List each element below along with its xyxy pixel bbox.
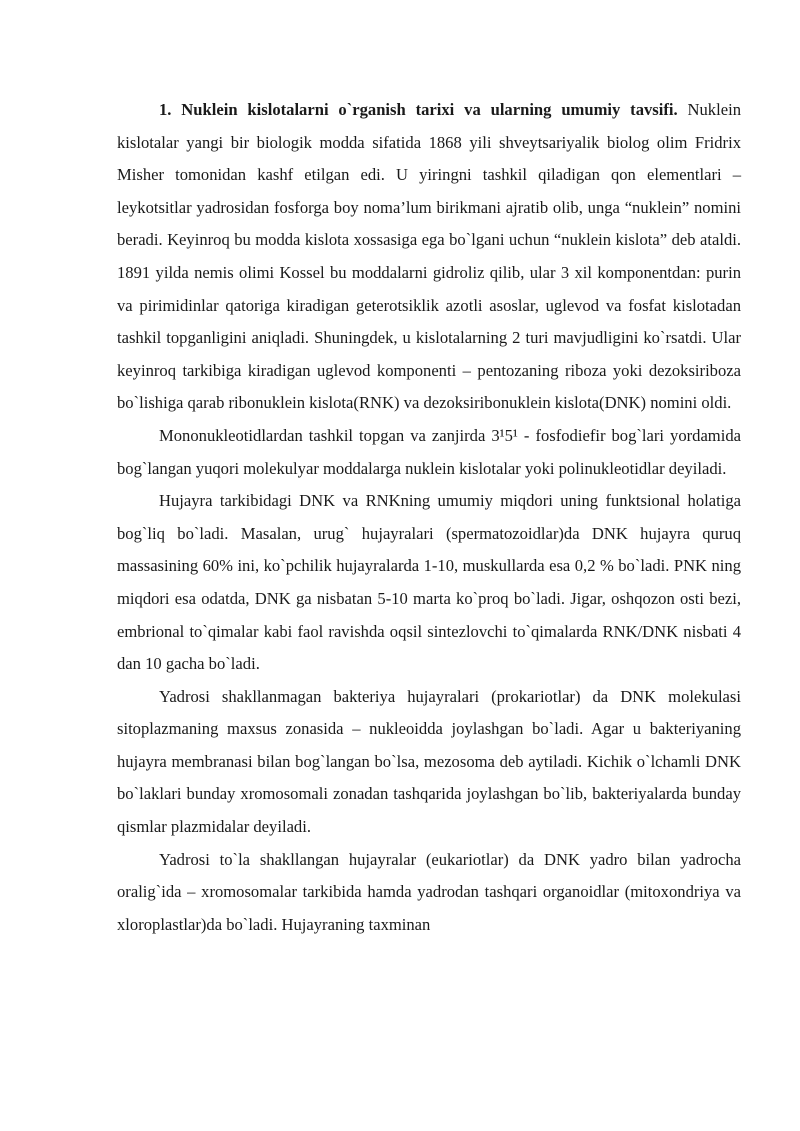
section-heading: 1. Nuklein kislotalarni o`rganish tarixi va ularning umumiy tavsifi. xyxy=(159,100,678,119)
paragraph-text: Nuklein kislotalar yangi bir biologik modda sifatida 1868 yili shveytsariyalik biolog olim Fridrix Misher tomonidan kashf etilgan edi. U yiringni tashkil qiladigan qon elementlari – leykotsitlar yadrosidan fosforga boy noma’lum birikmani ajratib olib, unga “nuklein” nomini beradi. Keyinroq bu modda kislota xossasiga ega bo`lgani uchun “nuklein kislota” deb ataldi. 1891 yilda nemis olimi Kossel bu moddalarni gidroliz qilib, ular 3 xil komponentdan: purin va pirimidinlar qatoriga kiradigan geterotsiklik azotli asoslar, uglevod va fosfat kislotadan tashkil topganligini aniqladi. Shuningdek, u kislotalarning 2 turi mavjudligini ko`rsatdi. Ular keyinroq tarkibiga kiradigan uglevod komponenti – pentozaning riboza yoki dezoksiriboza bo`lishiga qarab ribonuklein kislota(RNK) va dezoksiribonuklein kislota(DNK) nomini oldi. xyxy=(117,100,741,413)
paragraph-quantity: Hujayra tarkibidagi DNK va RNKning umumiy miqdori uning funktsional holatiga bog`liq bo`ladi. Masalan, urug` hujayralari (spermatozoidlar)da DNK hujayra quruq massasining 60% ini, ko`pchilik hujayralarda 1-10, muskullarda esa 0,2 % bo`ladi. PNK ning miqdori esa odatda, DNK ga nisbatan 5-10 marta ko`proq bo`ladi. Jigar, oshqozon osti bezi, embrional to`qimalar kabi faol ravishda oqsil sintezlovchi to`qimalarda RNK/DNK nisbati 4 dan 10 gacha bo`ladi. xyxy=(117,491,741,674)
paragraph-prokaryotes: Yadrosi shakllanmagan bakteriya hujayralari (prokariotlar) da DNK molekulasi sitoplazmaning maxsus zonasida – nukleoidda joylashgan bo`ladi. Agar u bakteriyaning hujayra membranasi bilan bog`langan bo`lsa, mezosoma deb aytiladi. Kichik o`lchamli DNK bo`laklari bunday xromosomali zonadan tashqarida joylashgan bo`lib, bakteriyalarda bunday qismlar plazmidalar deyiladi. xyxy=(117,686,741,837)
paragraph-eukaryotes: Yadrosi to`la shakllangan hujayralar (eukariotlar) da DNK yadro bilan yadrocha oralig`ida – xromosomalar tarkibida hamda yadrodan tashqari organoidlar (mitoxondriya va xloroplastlar)da bo`ladi. Hujayraning taxminan xyxy=(117,849,741,934)
document-body xyxy=(117,94,741,941)
paragraph-intro xyxy=(117,94,741,420)
paragraph-definition: Mononukleotidlardan tashkil topgan va zanjirda 3¹5¹ - fosfodiefir bog`lari yordamida bog`langan yuqori molekulyar moddalarga nuklein kislotalar yoki polinukleotidlar deyiladi. xyxy=(117,425,741,478)
